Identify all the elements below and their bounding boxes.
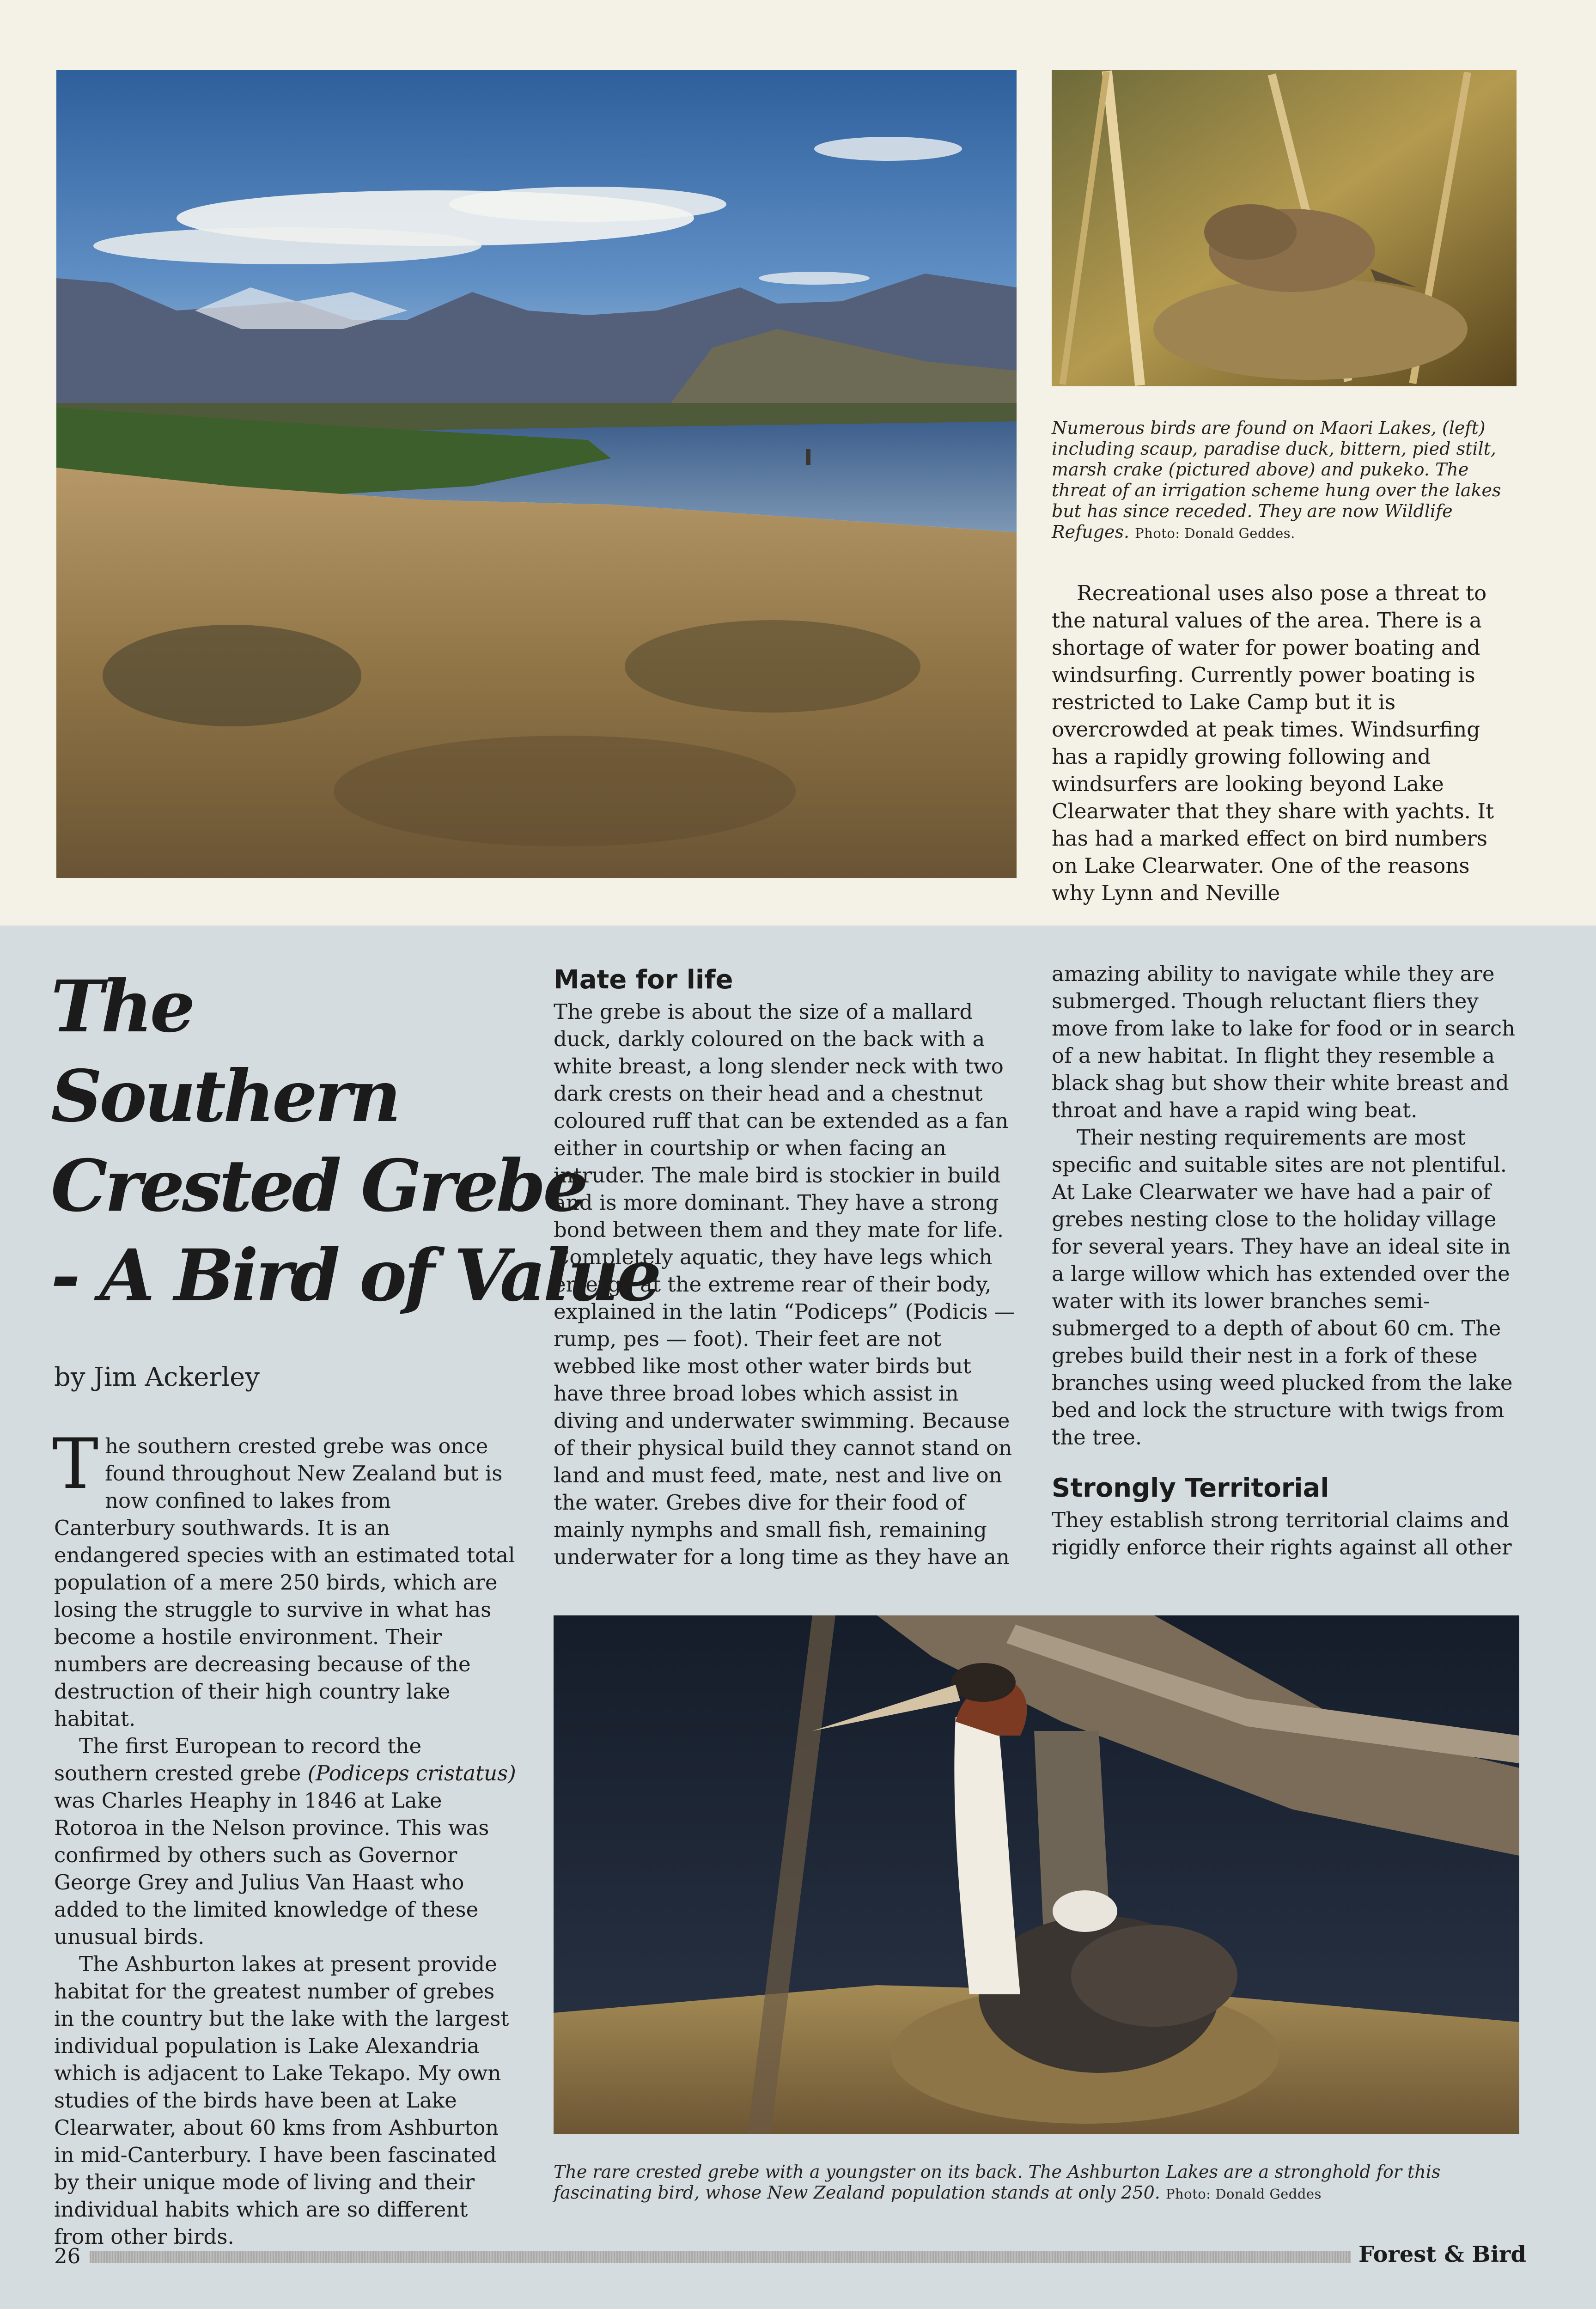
article-column-3 bbox=[1052, 960, 1518, 1561]
first-european-paragraph bbox=[54, 1732, 516, 1950]
title-line-3: Crested Grebe bbox=[51, 1144, 586, 1228]
footer-rule bbox=[90, 2251, 1351, 2263]
crake-caption-credit: Photo: Donald Geddes. bbox=[1135, 525, 1295, 541]
ashburton-lakes-paragraph: The Ashburton lakes at present provide habitat for the greatest number of grebes in the country but the lake with the largest individual population is Lake Alexandria which is adjacent to Lake Tekapo. My own studies of the birds have been at Lake Clearwater, about 60 kms from Ashburton in mid-Canterbury. I have been fascinated by their unique mode of living and their individual habits which are so different from other birds. bbox=[54, 1952, 509, 2249]
crake-caption-text: Numerous birds are found on Maori Lakes, (left) including scaup, paradise duck, bittern, pied stilt, marsh crake (pictured above) and pukeko. The threat of an irrigation scheme hung over the lakes but has since receded. They are now Wildlife Refuges. bbox=[1052, 418, 1501, 542]
title-line-4: - A Bird of Value bbox=[51, 1234, 659, 1317]
subhead-mate-for-life: Mate for life bbox=[554, 965, 733, 995]
top-right-column bbox=[1052, 579, 1518, 907]
recreational-uses-paragraph: Recreational uses also pose a threat to the natural values of the area. There is a shortage of water for power boating and windsurfing. Currently power boating is restricted to Lake Camp but it is overcrowded at peak times. Windsurfing has a rapidly growing following and windsurfers are looking beyond Lake Clearwater that they share with yachts. It has had a marked effect on bird numbers on Lake Clearwater. One of the reasons why Lynn and Neville bbox=[1052, 581, 1494, 905]
mate-for-life-paragraph: The grebe is about the size of a mallard duck, darkly coloured on the back with a white breast, a long slender neck with two dark crests on their head and a chestnut coloured ruff that can be extended as a fan either in courtship or when facing an intruder. The male bird is stockier in build and is more dominant. They have a strong bond between them and they mate for life. Completely aquatic, they have legs which emerge at the extreme rear of their body, explained in the latin “Podiceps” (Podicis — rump, pes — foot). Their feet are not webbed like most other water birds but have three broad lobes which assist in diving and underwater swimming. Because of their physical build they cannot stand on land and must feed, mate, nest and live on the water. Grebes dive for their food of mainly nymphs and small fish, remaining underwater for a long time as they have an bbox=[554, 999, 1015, 1569]
crake-photo-caption bbox=[1052, 418, 1518, 544]
grebe-caption-credit: Photo: Donald Geddes bbox=[1165, 2186, 1322, 2202]
navigation-paragraph: amazing ability to navigate while they are submerged. Though reluctant fliers they move from lake to lake for food or in search of a new habitat. In flight they resemble a black shag but show their white breast and throat and have a rapid wing beat. bbox=[1052, 962, 1516, 1122]
intro-text: he southern crested grebe was once found throughout New Zealand but is now confined to lakes from Canterbury southwards. It is an endangered species with an estimated total population of a mere 250 birds, which are losing the struggle to survive in what has become a hostile environment. Their numbers are decreasing because of the destruction of their high country lake habitat. bbox=[54, 1434, 515, 1731]
title-line-2: Southern bbox=[51, 1054, 399, 1138]
species-name: (Podiceps cristatus) bbox=[307, 1761, 516, 1785]
territorial-paragraph: They establish strong territorial claims and rigidly enforce their rights against all other bbox=[1052, 1508, 1512, 1560]
article-column-1 bbox=[52, 1424, 516, 2250]
paragraph-text: was Charles Heaphy in 1846 at Lake Rotoroa in the Nelson province. This was confirmed by others such as Governor George Grey and Julius Van Haast who added to the limited knowledge of these unusual birds. bbox=[54, 1788, 489, 1949]
byline: by Jim Ackerley bbox=[54, 1362, 260, 1392]
landscape-lake-photo bbox=[56, 70, 1017, 878]
intro-paragraph bbox=[52, 1424, 516, 1732]
page-number: 26 bbox=[54, 2244, 81, 2268]
article-column-2 bbox=[554, 965, 1016, 1571]
grebe-photo-caption bbox=[554, 2162, 1519, 2205]
magazine-name: Forest & Bird bbox=[1358, 2242, 1526, 2267]
nesting-paragraph: Their nesting requirements are most specific and suitable sites are not plentiful. At Lake Clearwater we have had a pair of grebes nesting close to the holiday village for several years. They have an ideal site in a large willow which has extended over the water with its lower branches semi-submerged to a depth of about 60 cm. The grebes build their nest in a fork of these branches using weed plucked from the lake bed and lock the structure with twigs from the tree. bbox=[1052, 1125, 1513, 1450]
crested-grebe-photo bbox=[554, 1615, 1519, 2134]
subhead-strongly-territorial: Strongly Territorial bbox=[1052, 1473, 1329, 1503]
drop-cap: T bbox=[52, 1424, 99, 1505]
title-line-1: The bbox=[51, 965, 193, 1048]
marsh-crake-image bbox=[1052, 70, 1517, 386]
crested-grebe-image bbox=[554, 1615, 1519, 2134]
landscape-lake-image bbox=[56, 70, 1017, 878]
grebe-caption-text: The rare crested grebe with a youngster on its back. The Ashburton Lakes are a stronghold for this fascinating bird, whose New Zealand population stands at only 250. bbox=[554, 2162, 1441, 2203]
marsh-crake-photo bbox=[1052, 70, 1517, 386]
paragraph-text: The first European to record the southern crested grebe bbox=[54, 1734, 422, 1785]
